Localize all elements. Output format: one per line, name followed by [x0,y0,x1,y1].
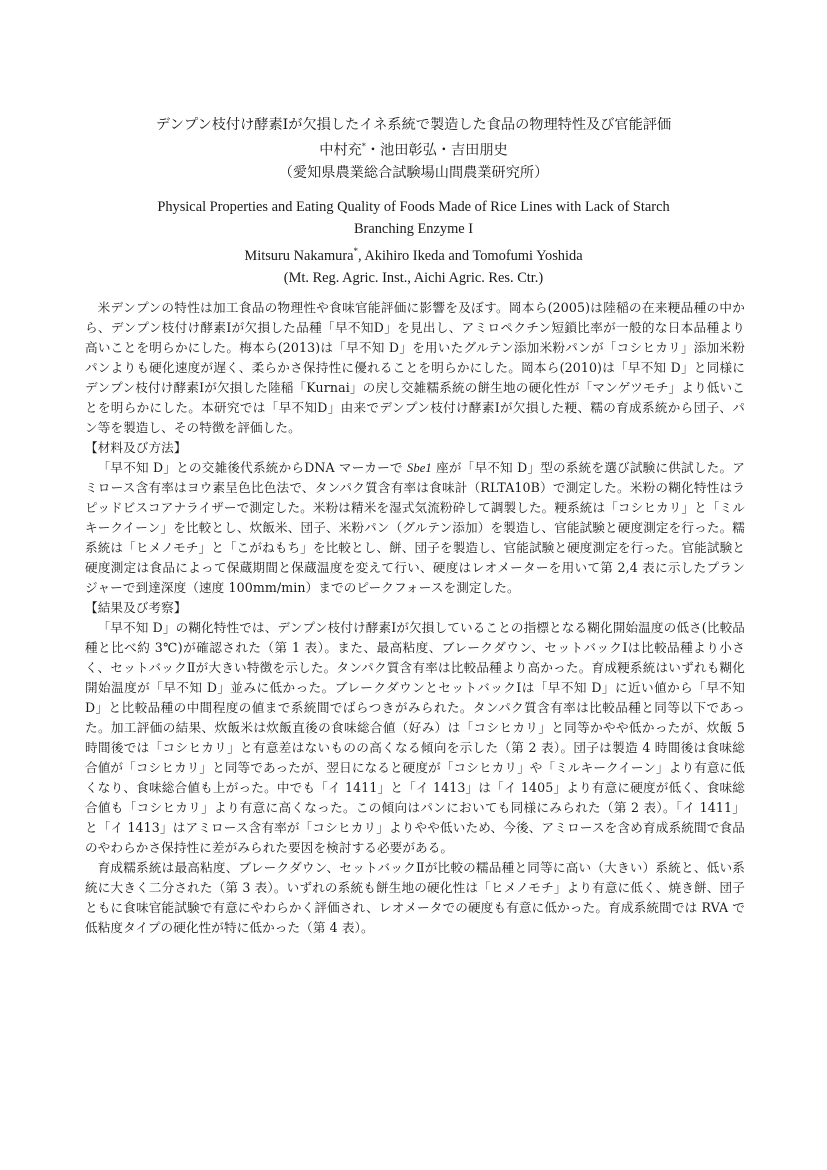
japanese-affiliation: （愛知県農業総合試験場山間農業研究所） [278,164,549,181]
japanese-title: デンプン枝付け酵素Ⅰが欠損したイネ系統で製造した食品の物理特性及び官能評価 [155,117,672,133]
english-affiliation: (Mt. Reg. Agric. Inst., Aichi Agric. Res. Ctr.) [283,269,544,286]
english-corresponding-mark: * [353,246,359,256]
methods-text-pre: 「早不知 D」との交雑後代系統からDNA マーカーで [97,460,407,475]
english-header [0,196,827,289]
english-author-rest: , Akihiro Ikeda and Tomofumi Yoshida [358,247,583,264]
gene-name: Sbe1 [406,461,432,475]
japanese-authors [0,136,827,162]
japanese-author-rest: ・池田彰弘・吉田朋史 [365,142,508,159]
results-paragraph-2: 育成糯系統は最高粘度、ブレークダウン、セットバックⅡが比較の糯品種と同等に高い（大きい）系統と、低い系統に大きく二分された（第 3 表）。いずれの系統も餅生地の硬化性は「ヒメノモチ」より有意に低く、焼き餅、団子ともに食味官能試験で有意にやわらかく評価され、レオメータでの硬度も有意に低かった。育成系統間では RVA で低粘度タイプの硬化性が特に低かった（第 4 表）。 [85,860,745,935]
methods-heading: 【材料及び方法】 [85,440,187,455]
english-title-line2: Branching Enzyme I [353,221,474,237]
english-title-line1: Physical Properties and Eating Quality of Foods Made of Rice Lines with Lack of Starch [157,199,670,215]
paper-body [85,298,745,938]
methods-paragraph [85,458,745,598]
japanese-author-first: 中村充 [319,142,362,159]
results-paragraph-1: 「早不知 D」の糊化特性では、デンプン枝付け酵素Ⅰが欠損していることの指標となる糊化開始温度の低さ(比較品種と比べ約 3℃)が確認された（第 1 表）。また、最高粘度、ブレークダウン、セットバックⅠは比較品種より小さく、セットバックⅡが大きい特徴を示した。タンパク質含有率は比較品種より高かった。育成粳系統はいずれも糊化開始温度が「早不知 D」並みに低かった。ブレークダウンとセットバックⅠは「早不知 D」に近い値から「早不知 D」と比較品種の中間程度の値まで系統間でばらつきがみられた。タンパク質含有率は比較品種と同等以下であった。加工評価の結果、炊飯米は炊飯直後の食味総合値（好み）は「コシヒカリ」と同等かやや低かったが、炊飯 5 時間後では「コシヒカリ」と有意差はないものの高くなる傾向を示した（第 2 表）。団子は製造 4 時間後は食味総合値が「コシヒカリ」と同等であったが、翌日になると硬度が「コシヒカリ」や「ミルキークイーン」より有意に低くなり、食味総合値も上がった。中でも「イ 1411」と「イ 1413」は「イ 1405」より有意に硬度が低く、食味総合値も「コシヒカリ」より有意に高くなった。この傾向はパンにおいても同様にみられた（第 2 表）。「イ 1411」と「イ 1413」はアミロース含有率が「コシヒカリ」よりやや低いため、今後、アミロースを含め育成系統間で食品のやわらかさ保持性に差がみられた要因を検討する必要がある。 [85,620,745,855]
english-authors [0,240,827,267]
corresponding-mark: * [361,142,366,151]
introduction-paragraph: 米デンプンの特性は加工食品の物理性や食味官能評価に影響を及ぼす。岡本ら(2005)は陸稲の在来粳品種の中から、デンプン枝付け酵素Ⅰが欠損した品種「早不知D」を見出し、アミロペクチン短鎖比率が一般的な日本品種より高いことを明らかにした。梅本ら(2013)は「早不知 D」を用いたグルテン添加米粉パンが「コシヒカリ」添加米粉パンよりも硬化速度が遅く、柔らかさ保持性に優れることを明らかにした。岡本ら(2010)は「早不知 D」と同様にデンプン枝付け酵素Ⅰが欠損した陸稲「Kurnai」の戻し交雑糯系統の餅生地の硬化性が「マンゲツモチ」より低いことを明らかにした。本研究では「早不知D」由来でデンプン枝付け酵素Ⅰが欠損した粳、糯の育成系統から団子、パン等を製造し、その特徴を評価した。 [85,300,745,435]
english-author-first: Mitsuru Nakamura [244,247,354,264]
methods-text-post: 座が「早不知 D」型の系統を選び試験に供試した。アミロース含有率はヨウ素呈色比色法で、タンパク質含有率は食味計（RLTA10B）で測定した。米粉の糊化特性はラピッドビスコアナライザーで測定した。米粉は精米を湿式気流粉砕して調製した。粳系統は「コシヒカリ」と「ミルキークイーン」を比較とし、炊飯米、団子、米粉パン（グルテン添加）を製造し、官能試験と硬度測定を行った。糯系統は「ヒメノモチ」と「こがねもち」を比較とし、餅、団子を製造し、官能試験と硬度測定を行った。官能試験と硬度測定は食品によって保蔵期間と保蔵温度を変えて行い、硬度はレオメーターを用いて第 2,4 表に示したプランジャーで到達深度（速度 100mm/min）までのピークフォースを測定した。 [85,460,745,595]
results-heading: 【結果及び考察】 [85,600,187,615]
japanese-header [0,114,827,184]
